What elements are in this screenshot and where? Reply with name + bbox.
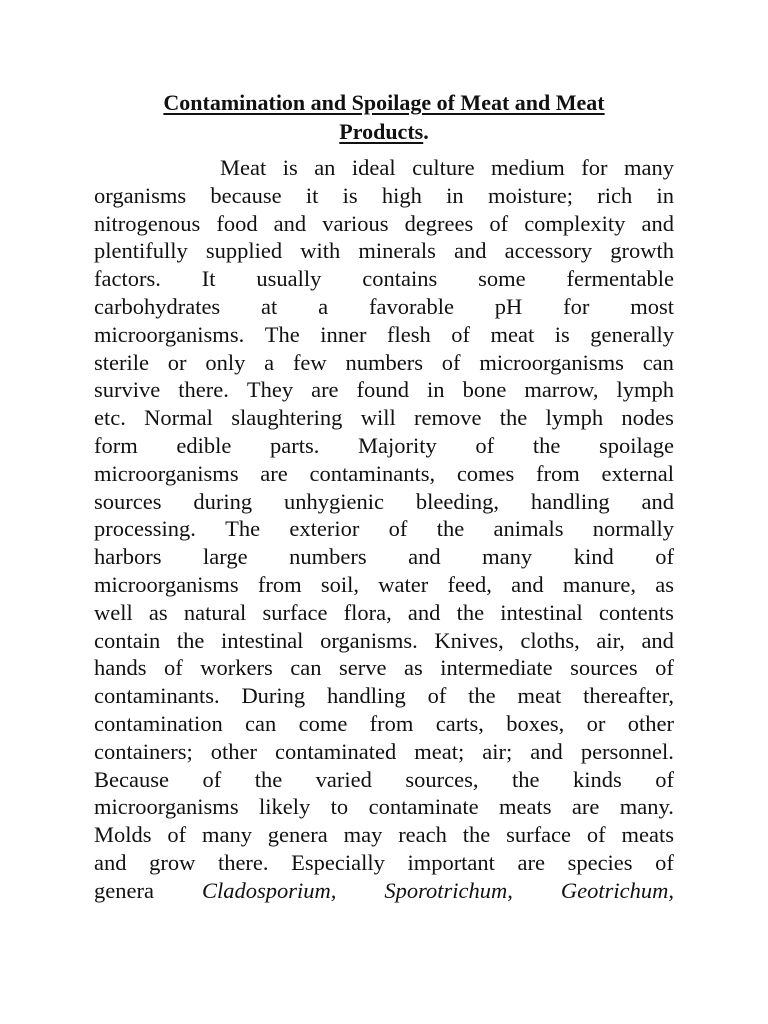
word: boxes, [506, 710, 565, 736]
word: manure, [562, 571, 636, 597]
word: high [381, 182, 422, 208]
word: feed, [447, 571, 492, 597]
body-line [94, 265, 674, 293]
word: degrees [404, 210, 474, 236]
word: minerals [358, 238, 436, 264]
word: external [601, 460, 674, 486]
word: many. [619, 794, 674, 820]
word: surface [262, 599, 328, 625]
word: The [264, 321, 300, 347]
word: other [627, 710, 674, 736]
body-line [94, 793, 674, 821]
word: contaminants. [94, 683, 220, 709]
word: organisms. [320, 627, 418, 653]
genus-name: Sporotrichum, [384, 877, 513, 903]
word: other [210, 738, 257, 764]
word: an [314, 155, 336, 180]
word: meat; [414, 738, 465, 764]
word: of [167, 822, 187, 848]
word: genera [94, 877, 154, 903]
word: intestinal [500, 599, 583, 625]
word: ideal [351, 155, 396, 180]
word: it [305, 182, 319, 208]
word: varied [315, 766, 372, 792]
word: medium [491, 155, 565, 180]
word: or [167, 349, 187, 375]
word: most [630, 293, 674, 319]
word: large [203, 544, 248, 570]
word: growth [610, 238, 674, 264]
word: the [511, 766, 540, 792]
word: usually [256, 266, 322, 292]
title-line-1 [94, 88, 674, 117]
word: lymph [616, 377, 674, 403]
word: thereafter, [583, 683, 674, 709]
word: remove [414, 405, 482, 431]
word: because [210, 182, 282, 208]
word: flora, [343, 599, 392, 625]
word: intermediate [440, 655, 553, 681]
word: inner [320, 321, 367, 347]
word: marrow, [524, 377, 599, 403]
word: plentifully [94, 238, 188, 264]
body-line [94, 404, 674, 432]
word: of [655, 849, 674, 875]
word: etc. [94, 405, 126, 431]
word: Normal [144, 405, 213, 431]
word: and [408, 544, 441, 570]
word: parts. [270, 432, 320, 458]
word: factors. [94, 266, 161, 292]
word: form [94, 432, 138, 458]
word: few [292, 349, 327, 375]
word: and [94, 849, 127, 875]
word: microorganisms [94, 571, 239, 597]
word: and [641, 488, 674, 514]
word: numbers [345, 349, 423, 375]
word: generally [590, 321, 674, 347]
body-line [94, 293, 674, 321]
body-line [94, 182, 674, 210]
word: of [586, 822, 606, 848]
word: moisture; [487, 182, 573, 208]
body-line [94, 210, 674, 238]
word: many [201, 822, 252, 848]
document-title [94, 88, 674, 146]
word: from [257, 571, 302, 597]
word: in [656, 182, 674, 208]
word: bone [462, 377, 507, 403]
word: or [586, 710, 606, 736]
body-line [94, 154, 674, 182]
word: genera [267, 822, 328, 848]
word: culture [412, 155, 475, 180]
body-line [94, 571, 674, 599]
body-line [94, 766, 674, 794]
word: come [298, 710, 348, 736]
word: of [427, 683, 447, 709]
word: some [478, 266, 526, 292]
body-line [94, 627, 674, 655]
word: and [641, 627, 674, 653]
word: Meat [220, 155, 267, 180]
word: contamination [94, 710, 223, 736]
word: as [148, 599, 168, 625]
word: water [378, 571, 429, 597]
body-line [94, 349, 674, 377]
word: carts, [435, 710, 484, 736]
word: from [369, 710, 414, 736]
word: and [273, 210, 307, 236]
word: organisms [94, 182, 187, 208]
word: and [511, 571, 544, 597]
genus-name: Geotrichum, [560, 877, 674, 903]
word: They [246, 377, 294, 403]
body-line-last [94, 877, 674, 905]
word: are [517, 849, 545, 875]
body-line [94, 460, 674, 488]
word: with [300, 238, 341, 264]
word: the [456, 599, 485, 625]
word: Especially [291, 849, 385, 875]
word: comes [456, 460, 515, 486]
word: sources [570, 655, 638, 681]
word: are [260, 460, 288, 486]
word: the [532, 432, 561, 458]
word: grow [149, 849, 196, 875]
word: from [536, 460, 580, 486]
word: there. [217, 849, 269, 875]
word: of [164, 655, 183, 681]
word: air; [482, 738, 513, 764]
word: contaminate [368, 794, 479, 820]
word: contain [94, 627, 161, 653]
word: kinds [572, 766, 622, 792]
word: will [360, 405, 396, 431]
word: at [261, 293, 278, 319]
word: meat [517, 683, 562, 709]
body-line [94, 849, 674, 877]
word: contaminated [275, 738, 397, 764]
word: microorganisms [479, 349, 624, 375]
word: favorable [368, 293, 454, 319]
word: in [446, 182, 464, 208]
word: of [655, 655, 674, 681]
word: processing. [94, 516, 196, 542]
word: food [216, 210, 258, 236]
word: soil, [320, 571, 359, 597]
word: the [462, 822, 491, 848]
word: harbors [94, 544, 162, 570]
word: in [427, 377, 445, 403]
word: supplied [205, 238, 283, 264]
body-line [94, 321, 674, 349]
word: edible [176, 432, 232, 458]
word: sterile [94, 349, 149, 375]
word: various [322, 210, 389, 236]
word: the [436, 516, 465, 542]
word: exterior [289, 516, 360, 542]
word: are [311, 377, 339, 403]
word: sources [94, 488, 162, 514]
body-line [94, 599, 674, 627]
body-line [94, 821, 674, 849]
word: handling [530, 488, 610, 514]
word: slaughtering [231, 405, 343, 431]
word: fermentable [566, 266, 674, 292]
word: flesh [386, 321, 431, 347]
word: and [407, 599, 441, 625]
word: microorganisms [94, 794, 239, 820]
word: the [468, 683, 496, 709]
word: for [563, 293, 590, 319]
word: of [475, 432, 495, 458]
word: the [499, 405, 528, 431]
word: nitrogenous [94, 210, 201, 236]
word: It [201, 266, 216, 292]
word: many [623, 155, 674, 180]
word: meat [490, 321, 535, 347]
word: natural [183, 599, 247, 625]
word: of [451, 321, 470, 347]
word: personnel. [580, 738, 674, 764]
body-line [94, 376, 674, 404]
word: during [193, 488, 253, 514]
word: is [554, 321, 570, 347]
word: contains [362, 266, 438, 292]
word: species [567, 849, 633, 875]
word: is [282, 155, 298, 180]
word: can [642, 349, 674, 375]
word: and [530, 738, 563, 764]
word: and [454, 238, 487, 264]
body-line [94, 738, 674, 766]
body-line [94, 543, 674, 571]
word: nodes [621, 405, 674, 431]
word: a [318, 293, 329, 319]
word: Because [94, 766, 169, 792]
word: meats [498, 794, 552, 820]
word: of [202, 766, 222, 792]
word: containers; [94, 738, 193, 764]
word: important [407, 849, 495, 875]
genus-name: Cladosporium, [201, 877, 337, 903]
word: Knives, [434, 627, 504, 653]
body-paragraph [94, 154, 674, 905]
body-line [94, 710, 674, 738]
word: to [330, 794, 349, 820]
word: Majority [358, 432, 437, 458]
word: and [641, 210, 674, 236]
word: of [655, 544, 674, 570]
word: of [388, 516, 408, 542]
word: carbohydrates [94, 293, 221, 319]
body-line [94, 515, 674, 543]
body-line [94, 237, 674, 265]
word: can [290, 655, 322, 681]
word: can [245, 710, 277, 736]
body-line [94, 488, 674, 516]
word: The [225, 516, 261, 542]
word: are [571, 794, 600, 820]
word: as [655, 571, 674, 597]
word: During [241, 683, 306, 709]
word: pH [494, 293, 523, 319]
word: likely [259, 794, 311, 820]
word: is [342, 182, 358, 208]
word: as [403, 655, 423, 681]
word: lymph [545, 405, 604, 431]
word: reach [398, 822, 447, 848]
word: the [176, 627, 205, 653]
body-line [94, 432, 674, 460]
word: rich [597, 182, 633, 208]
word: cloths, [520, 627, 580, 653]
word: spoilage [598, 432, 674, 458]
word: may [343, 822, 383, 848]
title-text-2: Products [339, 119, 424, 144]
word: hands [94, 655, 147, 681]
title-text-1: Contamination and Spoilage of Meat and Meat [163, 90, 605, 115]
word: animals [493, 516, 564, 542]
word: only [205, 349, 246, 375]
word: of [489, 210, 509, 236]
word: of [441, 349, 461, 375]
word: Molds [94, 822, 152, 848]
word: well [94, 599, 133, 625]
word: surface [506, 822, 572, 848]
word: complexity [524, 210, 626, 236]
word: accessory [504, 238, 593, 264]
word: there. [178, 377, 229, 403]
word: microorganisms. [94, 321, 245, 347]
word: sources, [405, 766, 479, 792]
word: contents [598, 599, 674, 625]
word: meats [621, 822, 674, 848]
body-line [94, 682, 674, 710]
title-line-2 [94, 117, 674, 146]
body-line [94, 654, 674, 682]
word: a [264, 349, 275, 375]
word: kind [573, 544, 614, 570]
word: unhygienic [283, 488, 384, 514]
word: handling [327, 683, 406, 709]
word: of [655, 766, 674, 792]
word: for [581, 155, 608, 180]
word: intestinal [220, 627, 304, 653]
word: contaminants, [309, 460, 436, 486]
word: workers [200, 655, 273, 681]
word: the [254, 766, 283, 792]
word: survive [94, 377, 161, 403]
word: numbers [289, 544, 367, 570]
word: serve [338, 655, 387, 681]
word: microorganisms [94, 460, 239, 486]
word: bleeding, [415, 488, 499, 514]
word: many [482, 544, 533, 570]
word: found [356, 377, 410, 403]
title-period: . [423, 119, 429, 144]
word: air, [596, 627, 625, 653]
document-page [94, 88, 674, 905]
word: normally [592, 516, 674, 542]
